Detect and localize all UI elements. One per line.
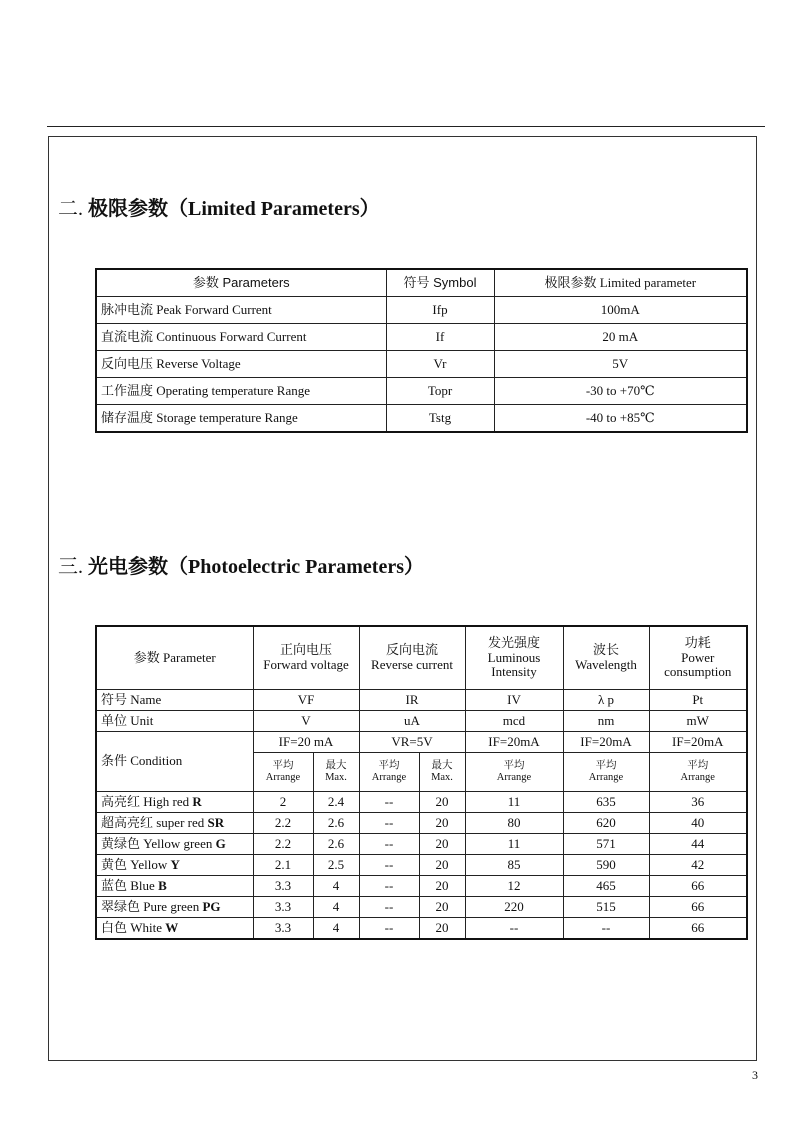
vf-max-cell: 4 [313, 876, 359, 897]
ir-avg-cell: -- [359, 855, 419, 876]
table-row [96, 378, 747, 405]
ir-avg-cell: -- [359, 792, 419, 813]
ir-avg-cell: -- [359, 897, 419, 918]
table-row [96, 792, 747, 813]
wl-cell: 620 [563, 813, 649, 834]
name-ir: IR [359, 690, 465, 711]
header-forward-voltage: 正向电压 Forward voltage [253, 626, 359, 690]
vf-max-cell: 2.6 [313, 834, 359, 855]
symbol-cell: Topr [386, 378, 494, 405]
name-row [96, 690, 747, 711]
unit-wl: nm [563, 711, 649, 732]
ir-max-cell: 20 [419, 897, 465, 918]
symbol-cell: Vr [386, 351, 494, 378]
unit-vf: V [253, 711, 359, 732]
param-cell: 直流电流 Continuous Forward Current [96, 324, 386, 351]
led-color-cell: 黄色 Yellow Y [96, 855, 253, 876]
unit-row [96, 711, 747, 732]
iv-cell: 220 [465, 897, 563, 918]
wl-cell: 465 [563, 876, 649, 897]
limit-cell: -40 to +85℃ [494, 405, 747, 433]
table-row [96, 834, 747, 855]
pt-cell: 44 [649, 834, 747, 855]
pt-cell: 40 [649, 813, 747, 834]
header-symbol: 符号 Symbol [386, 269, 494, 297]
photoelectric-parameters-table [95, 625, 748, 940]
iv-cell: 12 [465, 876, 563, 897]
param-cell: 脉冲电流 Peak Forward Current [96, 297, 386, 324]
pt-cell: 36 [649, 792, 747, 813]
condition-wl: IF=20mA [563, 732, 649, 753]
section-title-limited: 二. 极限参数（Limited Parameters） [58, 198, 380, 220]
wl-cell: 590 [563, 855, 649, 876]
vf-max-cell: 2.6 [313, 813, 359, 834]
vf-max-cell: 4 [313, 918, 359, 940]
vf-avg-cell: 2.1 [253, 855, 313, 876]
table-row [96, 897, 747, 918]
limit-cell: 5V [494, 351, 747, 378]
iv-cell: 80 [465, 813, 563, 834]
led-color-cell: 翠绿色 Pure green PG [96, 897, 253, 918]
iv-cell: 11 [465, 834, 563, 855]
ir-max-cell: 20 [419, 855, 465, 876]
limit-cell: 100mA [494, 297, 747, 324]
wl-cell: -- [563, 918, 649, 940]
header-wavelength: 波长 Wavelength [563, 626, 649, 690]
param-cell: 工作温度 Operating temperature Range [96, 378, 386, 405]
iv-cell: 11 [465, 792, 563, 813]
ir-average-header: 平均 Arrange [359, 753, 419, 792]
table-row [96, 324, 747, 351]
name-vf: VF [253, 690, 359, 711]
iv-average-header: 平均 Arrange [465, 753, 563, 792]
pt-cell: 66 [649, 918, 747, 940]
table-row [96, 297, 747, 324]
pt-cell: 66 [649, 897, 747, 918]
page-number: 3 [752, 1068, 758, 1082]
condition-ir: VR=5V [359, 732, 465, 753]
condition-pt: IF=20mA [649, 732, 747, 753]
unit-ir: uA [359, 711, 465, 732]
table-header-row [96, 269, 747, 297]
section-title-photoelectric: 三. 光电参数（Photoelectric Parameters） [58, 556, 424, 578]
condition-vf: IF=20 mA [253, 732, 359, 753]
ir-avg-cell: -- [359, 834, 419, 855]
vf-max-cell: 4 [313, 897, 359, 918]
wl-average-header: 平均 Arrange [563, 753, 649, 792]
limited-parameters-table [95, 268, 748, 433]
vf-avg-cell: 2.2 [253, 813, 313, 834]
vf-average-header: 平均 Arrange [253, 753, 313, 792]
condition-row [96, 732, 747, 753]
ir-max-cell: 20 [419, 834, 465, 855]
vf-max-header: 最大 Max. [313, 753, 359, 792]
pt-average-header: 平均 Arrange [649, 753, 747, 792]
ir-max-cell: 20 [419, 876, 465, 897]
condition-iv: IF=20mA [465, 732, 563, 753]
led-color-cell: 黄绿色 Yellow green G [96, 834, 253, 855]
table-header-row [96, 626, 747, 690]
ir-avg-cell: -- [359, 813, 419, 834]
vf-avg-cell: 3.3 [253, 918, 313, 940]
table-row [96, 813, 747, 834]
header-parameter: 参数 Parameter [96, 626, 253, 690]
symbol-cell: Ifp [386, 297, 494, 324]
wl-cell: 635 [563, 792, 649, 813]
name-pt: Pt [649, 690, 747, 711]
ir-max-cell: 20 [419, 918, 465, 940]
condition-label: 条件 Condition [96, 732, 253, 792]
pt-cell: 42 [649, 855, 747, 876]
header-parameters: 参数 Parameters [96, 269, 386, 297]
unit-iv: mcd [465, 711, 563, 732]
header-limit: 极限参数 Limited parameter [494, 269, 747, 297]
vf-avg-cell: 3.3 [253, 897, 313, 918]
iv-cell: -- [465, 918, 563, 940]
table-row [96, 876, 747, 897]
vf-max-cell: 2.4 [313, 792, 359, 813]
table-row [96, 918, 747, 940]
vf-avg-cell: 2 [253, 792, 313, 813]
name-label: 符号 Name [96, 690, 253, 711]
name-iv: IV [465, 690, 563, 711]
ir-avg-cell: -- [359, 876, 419, 897]
ir-avg-cell: -- [359, 918, 419, 940]
limit-cell: -30 to +70℃ [494, 378, 747, 405]
top-rule [47, 126, 765, 127]
limit-cell: 20 mA [494, 324, 747, 351]
header-reverse-current: 反向电流 Reverse current [359, 626, 465, 690]
param-cell: 反向电压 Reverse Voltage [96, 351, 386, 378]
unit-pt: mW [649, 711, 747, 732]
header-power-consumption: 功耗 Power consumption [649, 626, 747, 690]
vf-max-cell: 2.5 [313, 855, 359, 876]
table-row [96, 351, 747, 378]
wl-cell: 571 [563, 834, 649, 855]
ir-max-cell: 20 [419, 792, 465, 813]
led-color-cell: 白色 White W [96, 918, 253, 940]
iv-cell: 85 [465, 855, 563, 876]
param-cell: 储存温度 Storage temperature Range [96, 405, 386, 433]
table-row [96, 405, 747, 433]
vf-avg-cell: 3.3 [253, 876, 313, 897]
led-color-cell: 高亮红 High red R [96, 792, 253, 813]
symbol-cell: Tstg [386, 405, 494, 433]
vf-avg-cell: 2.2 [253, 834, 313, 855]
symbol-cell: If [386, 324, 494, 351]
wl-cell: 515 [563, 897, 649, 918]
led-color-cell: 超高亮红 super red SR [96, 813, 253, 834]
unit-label: 单位 Unit [96, 711, 253, 732]
ir-max-cell: 20 [419, 813, 465, 834]
ir-max-header: 最大 Max. [419, 753, 465, 792]
name-wl: λ p [563, 690, 649, 711]
table-row [96, 855, 747, 876]
led-color-cell: 蓝色 Blue B [96, 876, 253, 897]
pt-cell: 66 [649, 876, 747, 897]
header-luminous-intensity: 发光强度 Luminous Intensity [465, 626, 563, 690]
